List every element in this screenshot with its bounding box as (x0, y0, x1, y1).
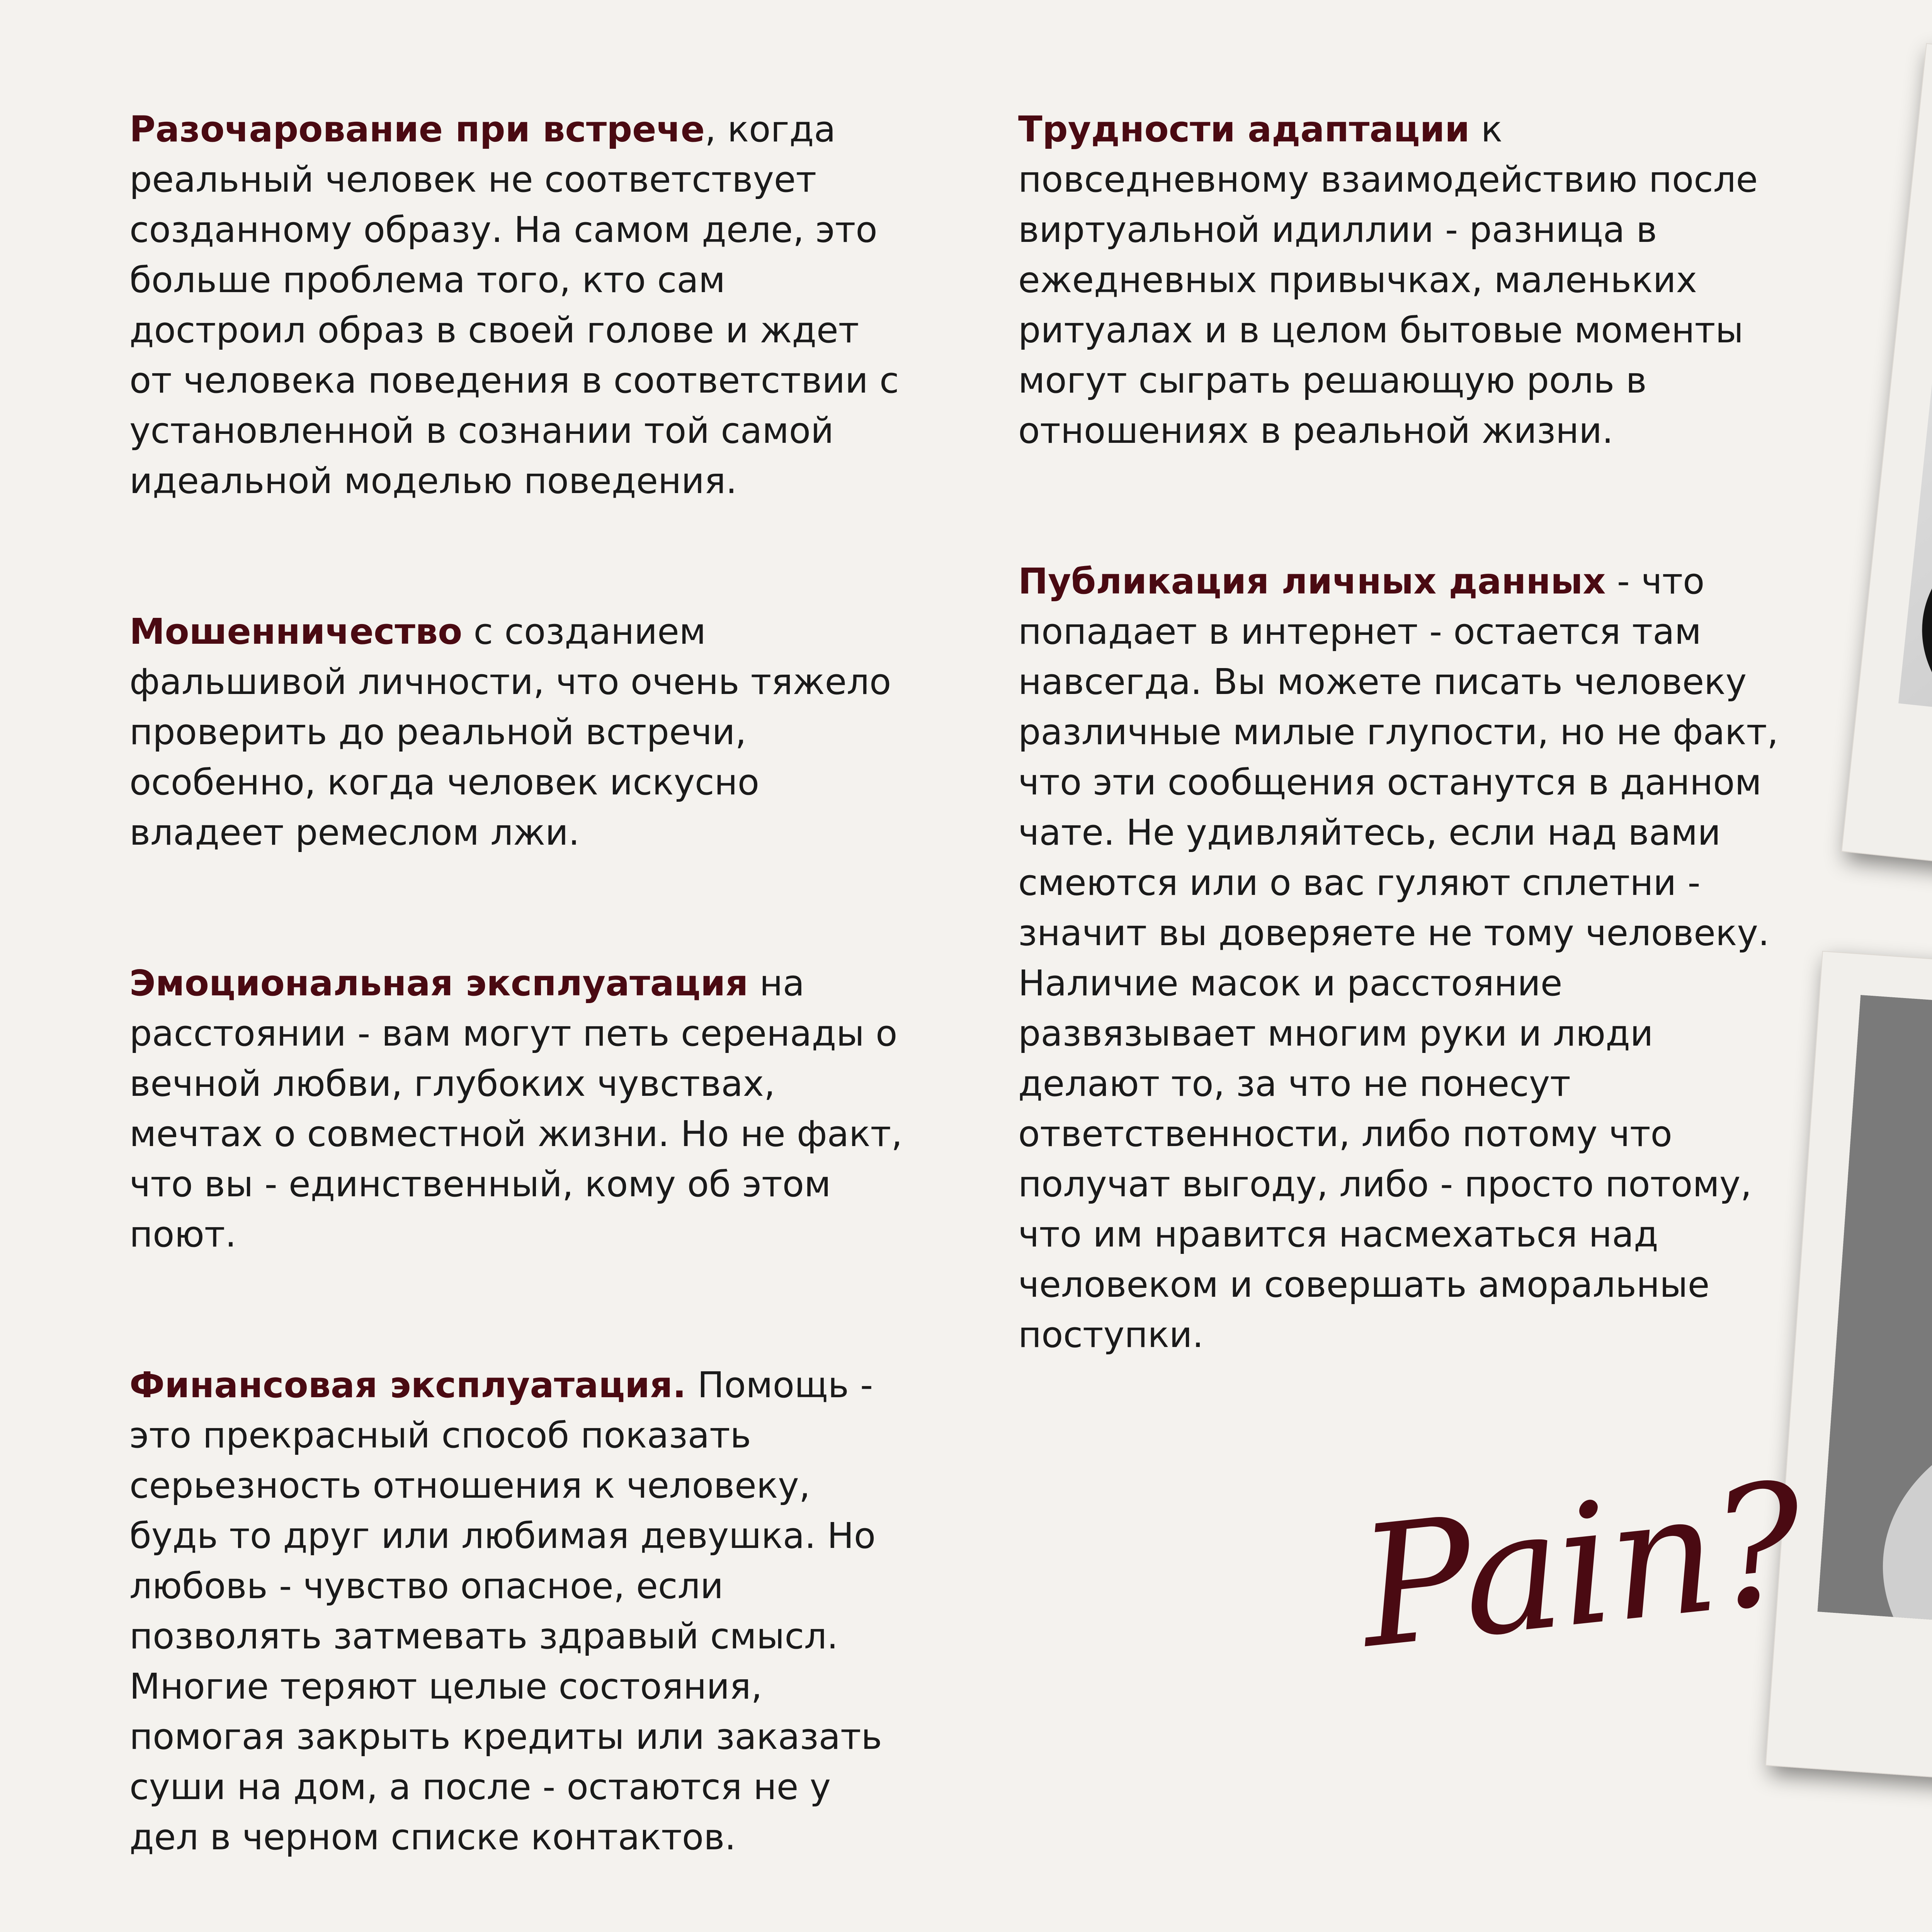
paragraph-body: - что попадает в интернет - остается там навсегда. Вы можете писать человеку различные милые глупости, но не факт, что эти сообщения останутся в данном чате. Не удивляйтесь, если над вами смеются или о вас гуляют сплетни - значит вы доверяете не тому человеку. Наличие масок и расстояние развязывает многим руки и люди делают то, за что не понесут ответственности, либо потому что получат выгоду, либо - просто потому, что им нравится насмехаться над человеком и совершать аморальные поступки. (1018, 561, 1779, 1355)
laptop-image (1818, 995, 1932, 1654)
paragraph-adaptation (1018, 104, 1795, 456)
paragraph-body: Помощь - это прекрасный способ показать серьезность отношения к человеку, будь то друг или любимая девушка. Но любовь - чувство опасное, если позволять затмевать здравый смысл. Многие теряют целые состояния, помогая закрыть кредиты или заказать суши на дом, а после - остаются не у дел в черном списке контактов. (129, 1364, 882, 1858)
paragraph-disappointment (129, 104, 910, 506)
paragraph-lead: Разочарование при встрече (129, 109, 705, 150)
paragraph-financial-exploitation (129, 1360, 910, 1862)
right-text-column (1018, 104, 1795, 1461)
paragraph-emotional-exploitation (129, 958, 910, 1260)
left-text-column (129, 104, 910, 1932)
paragraph-lead: Трудности адаптации (1018, 109, 1470, 150)
paragraph-lead: Мошенничество (129, 611, 463, 652)
paragraph-lead: Финансовая эксплуатация. (129, 1364, 686, 1406)
paragraph-body: к повседневному взаимодействию после виртуальной идиллии - разница в ежедневных привычках, маленьких ритуалах и в целом бытовые моменты могут сыграть решающую роль в отношениях в реальной жизни. (1018, 109, 1758, 451)
paragraph-body: с созданием фальшивой личности, что очень тяжело проверить до реальной встречи, особенно, когда человек искусно владеет ремеслом лжи. (129, 611, 891, 853)
paragraph-personal-data (1018, 556, 1795, 1360)
script-title-pain: Pain? (1351, 1447, 1810, 1685)
paragraph-body: на расстоянии - вам могут петь серенады о вечной любви, глубоких чувствах, мечтах о совместной жизни. Но не факт, что вы - единственный, кому об этом поют. (129, 963, 903, 1255)
photo-laptop (1818, 995, 1932, 1654)
paragraph-body: , когда реальный человек не соответствует созданному образу. На самом деле, это больше проблема того, кто сам достроил образ в своей голове и ждет от человека поведения в соответствии с установленной в сознании той самой идеальной моделью поведения. (129, 109, 899, 502)
paragraph-lead: Публикация личных данных (1018, 561, 1606, 602)
paragraph-fraud (129, 607, 910, 858)
paragraph-lead: Эмоциональная эксплуатация (129, 963, 748, 1004)
